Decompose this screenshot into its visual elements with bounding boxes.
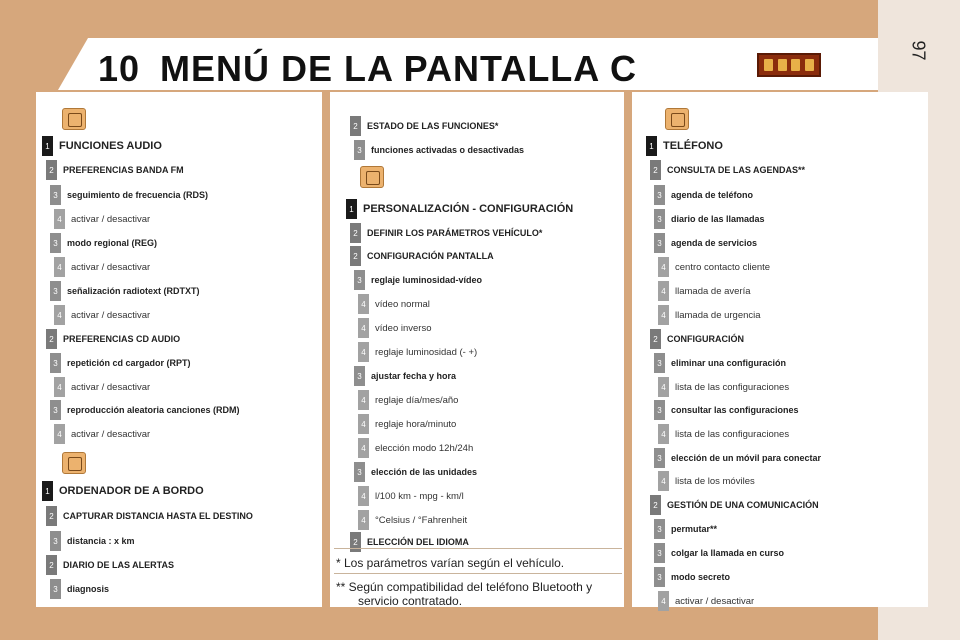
level-badge: 4 <box>658 591 669 611</box>
menu-item <box>658 377 789 397</box>
menu-item <box>358 510 467 530</box>
menu-item <box>46 329 180 349</box>
menu-item <box>42 481 204 501</box>
menu-item-label: CONFIGURACIÓN <box>667 334 744 344</box>
menu-item <box>358 294 430 314</box>
menu-item <box>42 136 162 156</box>
menu-item-label: ELECCIÓN DEL IDIOMA <box>367 537 469 547</box>
level-badge: 2 <box>350 223 361 243</box>
level-badge: 1 <box>646 136 657 156</box>
menu-item-label: llamada de avería <box>675 285 751 297</box>
level-badge: 2 <box>46 329 57 349</box>
level-badge: 3 <box>50 233 61 253</box>
level-badge: 3 <box>354 140 365 160</box>
menu-item <box>358 486 464 506</box>
level-badge: 4 <box>658 424 669 444</box>
menu-item <box>50 353 191 373</box>
level-badge: 3 <box>354 270 365 290</box>
level-badge: 3 <box>50 353 61 373</box>
menu-item-label: ajustar fecha y hora <box>371 371 457 381</box>
footnote-bluetooth: ** Según compatibilidad del teléfono Bluetooth y <box>336 580 593 594</box>
onboard-computer-icon <box>62 452 86 474</box>
menu-item-label: reproducción aleatoria canciones (RDM) <box>67 405 240 415</box>
level-badge: 3 <box>50 531 61 551</box>
menu-item-label: ORDENADOR DE A BORDO <box>59 485 204 497</box>
menu-item <box>650 160 805 180</box>
menu-item <box>654 233 757 253</box>
level-badge: 4 <box>358 486 369 506</box>
menu-item-label: vídeo inverso <box>375 322 432 334</box>
level-badge: 2 <box>650 495 661 515</box>
menu-item <box>46 506 253 526</box>
menu-item <box>654 400 799 420</box>
menu-item <box>354 270 482 290</box>
chapter-number: 10 <box>98 48 141 89</box>
menu-item <box>658 281 751 301</box>
menu-item <box>354 462 477 482</box>
menu-item-label: lista de las configuraciones <box>675 381 790 393</box>
menu-item-label: elección modo 12h/24h <box>375 442 474 454</box>
menu-item-label: CONSULTA DE LAS AGENDAS** <box>667 165 806 175</box>
menu-item <box>354 140 524 160</box>
level-badge: 3 <box>654 567 665 587</box>
menu-item-label: llamada de urgencia <box>675 309 761 321</box>
level-badge: 3 <box>354 366 365 386</box>
menu-item <box>658 305 761 325</box>
level-badge: 2 <box>46 555 57 575</box>
level-badge: 3 <box>654 233 665 253</box>
menu-item-label: activar / desactivar <box>675 595 755 607</box>
menu-item <box>654 543 784 563</box>
menu-item-label: colgar la llamada en curso <box>671 548 785 558</box>
menu-item <box>358 390 458 410</box>
menu-item-label: modo regional (REG) <box>67 238 157 248</box>
menu-item-label: FUNCIONES AUDIO <box>59 140 162 152</box>
menu-item-label: repetición cd cargador (RPT) <box>67 358 191 368</box>
level-badge: 2 <box>350 532 361 552</box>
level-badge: 4 <box>358 414 369 434</box>
menu-item-label: lista de las configuraciones <box>675 428 790 440</box>
menu-item <box>358 342 477 362</box>
menu-item <box>50 400 240 420</box>
menu-item <box>50 531 135 551</box>
menu-item <box>54 257 150 277</box>
menu-item <box>650 329 744 349</box>
level-badge: 4 <box>54 305 65 325</box>
level-badge: 4 <box>658 377 669 397</box>
level-badge: 3 <box>654 543 665 563</box>
level-badge: 3 <box>654 448 665 468</box>
menu-item-label: CONFIGURACIÓN PANTALLA <box>367 251 494 261</box>
menu-item-label: reglaje luminosidad (- +) <box>375 346 478 358</box>
level-badge: 4 <box>358 318 369 338</box>
page-number: 97 <box>908 40 929 61</box>
menu-item-label: activar / desactivar <box>71 213 151 225</box>
level-badge: 3 <box>50 579 61 599</box>
menu-item <box>46 160 184 180</box>
menu-item <box>50 281 200 301</box>
level-badge: 4 <box>658 281 669 301</box>
menu-item-label: °Celsius / °Fahrenheit <box>375 514 468 526</box>
level-badge: 4 <box>54 377 65 397</box>
settings-icon <box>360 166 384 188</box>
footnote-vehicle: * Los parámetros varían según el vehículo. <box>336 556 565 570</box>
menu-item-label: DEFINIR LOS PARÁMETROS VEHÍCULO* <box>367 228 543 238</box>
menu-item-label: diagnosis <box>67 584 110 594</box>
menu-item <box>350 532 469 552</box>
menu-item-label: activar / desactivar <box>71 309 151 321</box>
level-badge: 2 <box>46 160 57 180</box>
level-badge: 1 <box>42 481 53 501</box>
menu-item-label: CAPTURAR DISTANCIA HASTA EL DESTINO <box>63 511 253 521</box>
level-badge: 2 <box>650 329 661 349</box>
menu-item-label: elección de las unidades <box>371 467 478 477</box>
note-separator <box>334 548 622 549</box>
menu-item <box>658 471 755 491</box>
level-badge: 3 <box>654 400 665 420</box>
menu-item <box>646 136 723 156</box>
menu-item-label: permutar** <box>671 524 718 534</box>
menu-item-label: PREFERENCIAS BANDA FM <box>63 165 184 175</box>
menu-item-label: lista de los móviles <box>675 475 755 487</box>
menu-item <box>50 185 208 205</box>
display-logo-icon <box>757 53 821 77</box>
level-badge: 3 <box>654 519 665 539</box>
level-badge: 2 <box>350 116 361 136</box>
menu-item <box>654 567 730 587</box>
level-badge: 4 <box>54 424 65 444</box>
menu-item-label: diario de las llamadas <box>671 214 765 224</box>
menu-item-label: funciones activadas o desactivadas <box>371 145 525 155</box>
menu-item-label: eliminar una configuración <box>671 358 787 368</box>
level-badge: 3 <box>50 400 61 420</box>
menu-item <box>658 424 789 444</box>
menu-item <box>654 185 753 205</box>
menu-item <box>350 223 542 243</box>
menu-item-label: agenda de servicios <box>671 238 758 248</box>
menu-item-label: reglaje hora/minuto <box>375 418 457 430</box>
level-badge: 2 <box>650 160 661 180</box>
audio-icon <box>62 108 86 130</box>
level-badge: 4 <box>658 471 669 491</box>
menu-item <box>358 438 473 458</box>
menu-item-label: elección de un móvil para conectar <box>671 453 822 463</box>
menu-item-label: PREFERENCIAS CD AUDIO <box>63 334 181 344</box>
menu-item <box>54 305 150 325</box>
menu-item-label: activar / desactivar <box>71 261 151 273</box>
level-badge: 3 <box>354 462 365 482</box>
level-badge: 4 <box>658 257 669 277</box>
menu-item-label: centro contacto cliente <box>675 261 771 273</box>
menu-item-label: distancia : x km <box>67 536 135 546</box>
level-badge: 1 <box>42 136 53 156</box>
menu-item-label: l/100 km - mpg - km/l <box>375 490 464 502</box>
menu-item <box>346 199 573 219</box>
level-badge: 4 <box>358 342 369 362</box>
menu-item <box>50 579 109 599</box>
level-badge: 3 <box>654 185 665 205</box>
menu-item <box>54 377 150 397</box>
menu-item-label: señalización radiotext (RDTXT) <box>67 286 200 296</box>
level-badge: 4 <box>358 390 369 410</box>
menu-item <box>654 209 765 229</box>
menu-item-label: agenda de teléfono <box>671 190 754 200</box>
menu-item-label: reglaje luminosidad-vídeo <box>371 275 483 285</box>
level-badge: 3 <box>50 281 61 301</box>
level-badge: 4 <box>358 438 369 458</box>
menu-item <box>354 366 456 386</box>
level-badge: 4 <box>358 510 369 530</box>
menu-item-label: GESTIÓN DE UNA COMUNICACIÓN <box>667 500 819 510</box>
menu-item <box>658 257 770 277</box>
menu-item <box>650 495 819 515</box>
menu-item <box>358 414 456 434</box>
menu-item-label: activar / desactivar <box>71 428 151 440</box>
level-badge: 4 <box>358 294 369 314</box>
note-separator <box>334 573 622 574</box>
level-badge: 3 <box>50 185 61 205</box>
menu-item <box>54 209 150 229</box>
level-badge: 2 <box>350 246 361 266</box>
menu-item-label: TELÉFONO <box>663 140 723 152</box>
menu-item <box>358 318 432 338</box>
menu-item <box>50 233 157 253</box>
level-badge: 3 <box>654 353 665 373</box>
menu-item <box>54 424 150 444</box>
level-badge: 1 <box>346 199 357 219</box>
level-badge: 4 <box>658 305 669 325</box>
menu-item <box>46 555 174 575</box>
menu-item-label: ESTADO DE LAS FUNCIONES* <box>367 121 499 131</box>
menu-item-label: reglaje día/mes/año <box>375 394 459 406</box>
menu-item-label: modo secreto <box>671 572 731 582</box>
menu-item-label: activar / desactivar <box>71 381 151 393</box>
menu-item-label: PERSONALIZACIÓN - CONFIGURACIÓN <box>363 203 574 215</box>
level-badge: 2 <box>46 506 57 526</box>
level-badge: 4 <box>54 257 65 277</box>
level-badge: 4 <box>54 209 65 229</box>
menu-item <box>654 519 717 539</box>
menu-item <box>350 246 494 266</box>
menu-item-label: vídeo normal <box>375 298 430 310</box>
menu-item <box>658 591 754 611</box>
footnote-bluetooth-cont: servicio contratado. <box>358 594 463 608</box>
menu-item-label: consultar las configuraciones <box>671 405 799 415</box>
menu-item <box>350 116 498 136</box>
menu-item <box>654 448 821 468</box>
page-title: MENÚ DE LA PANTALLA C <box>160 48 637 89</box>
phone-icon <box>665 108 689 130</box>
menu-item-label: seguimiento de frecuencia (RDS) <box>67 190 209 200</box>
level-badge: 3 <box>654 209 665 229</box>
menu-item <box>654 353 786 373</box>
menu-item-label: DIARIO DE LAS ALERTAS <box>63 560 175 570</box>
